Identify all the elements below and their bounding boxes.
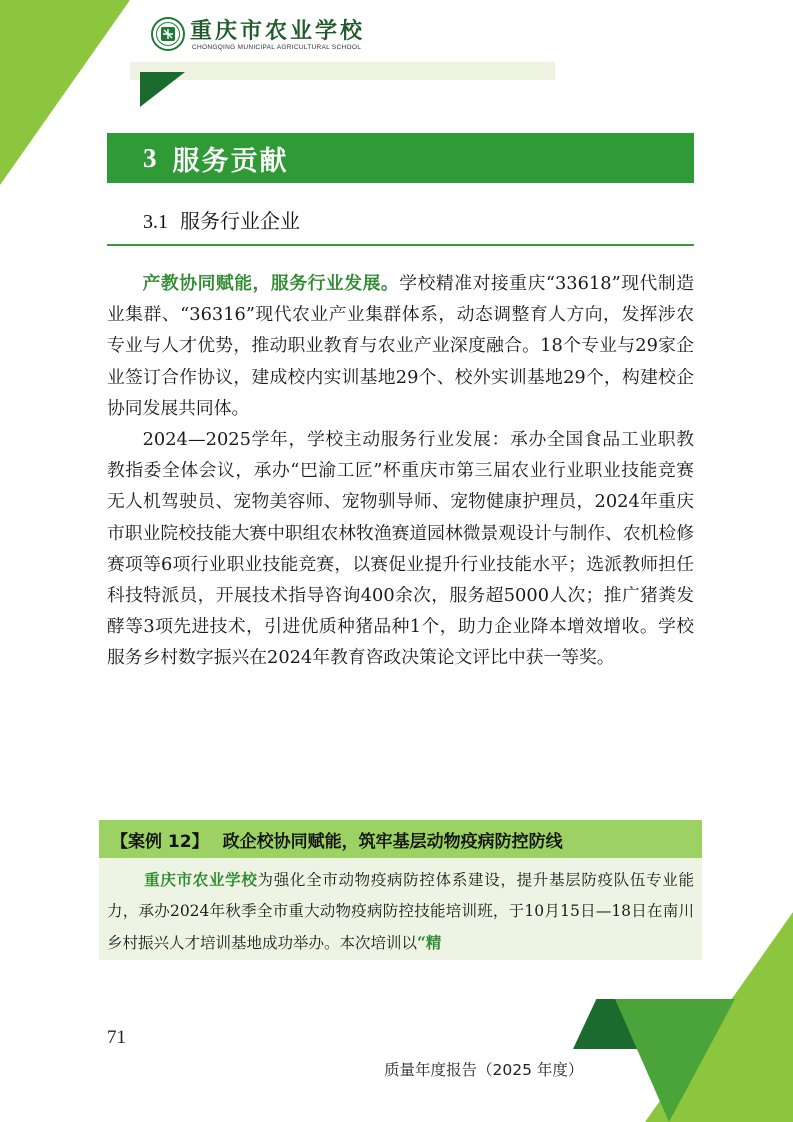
footer-report-title: 质量年度报告（2025 年度） <box>384 1061 584 1079</box>
corner-decoration-dark-triangle <box>140 72 185 107</box>
case-quote: “精 <box>417 933 442 952</box>
header-band <box>130 62 555 80</box>
section-heading <box>143 205 300 234</box>
chapter-heading <box>107 133 694 183</box>
school-name-cn: 重庆市农业学校 <box>190 18 366 44</box>
paragraph-1-text: 学校精准对接重庆“33618”现代制造业集群、“36316”现代农业产业集群体系，动态调整育人方向，发挥涉农专业与人才优势，推动职业教育与农业产业深度融合。18个专业与29家企业签订合作协议，建成校内实训基地29个、校外实训基地29个，构建校企协同发展共同体。 <box>107 273 694 419</box>
chapter-number: 3 <box>143 142 157 173</box>
case-body <box>107 864 694 959</box>
chapter-title: 服务贡献 <box>172 145 289 177</box>
school-emblem-icon <box>151 17 185 51</box>
case-organization: 重庆市农业学校 <box>144 870 258 889</box>
paragraph-2-text: 2024—2025学年，学校主动服务行业发展：承办全国食品工业职教教指委全体会议，承办“巴渝工匠”杯重庆市第三届农业行业职业技能竞赛无人机驾驶员、宠物美容师、宠物驯导师、宠物健康护理员，2024年重庆市职业院校技能大赛中职组农林牧渔赛道园林微景观设计与制作、农机检修赛项等6项行业职业技能竞赛，以赛促业提升行业技能水平；选派教师担任科技特派员，开展技术指导咨询400余次，服务超5000人次；推广猪粪发酵等3项先进技术，引进优质种猪品种1个，助力企业降本增效增收。学校服务乡村数字振兴在2024年教育咨政决策论文评比中获一等奖。 <box>107 429 694 669</box>
case-label: 【案例 12】 <box>111 831 209 852</box>
body-text <box>107 268 694 674</box>
case-title: 政企校协同赋能，筑牢基层动物疫病防控防线 <box>222 831 563 852</box>
case-text: 为强化全市动物疫病防控体系建设，提升基层防疫队伍专业能力，承办2024年秋季全市重大动物疫病防控技能培训班，于10月15日—18日在南川乡村振兴人才培训基地成功举办。本次培训以 <box>107 871 694 952</box>
paragraph-lead: 产教协同赋能，服务行业发展。 <box>142 273 400 294</box>
paragraph-2 <box>107 424 694 674</box>
page-number: 71 <box>107 1027 126 1048</box>
school-name-en: CHONGQING MUNICIPAL AGRICULTURAL SCHOOL <box>192 44 362 51</box>
section-number: 3.1 <box>143 211 168 233</box>
case-header <box>99 820 702 858</box>
section-title: 服务行业企业 <box>180 209 300 233</box>
paragraph-1 <box>107 268 694 424</box>
case-paragraph <box>107 864 694 959</box>
section-divider <box>107 244 694 246</box>
